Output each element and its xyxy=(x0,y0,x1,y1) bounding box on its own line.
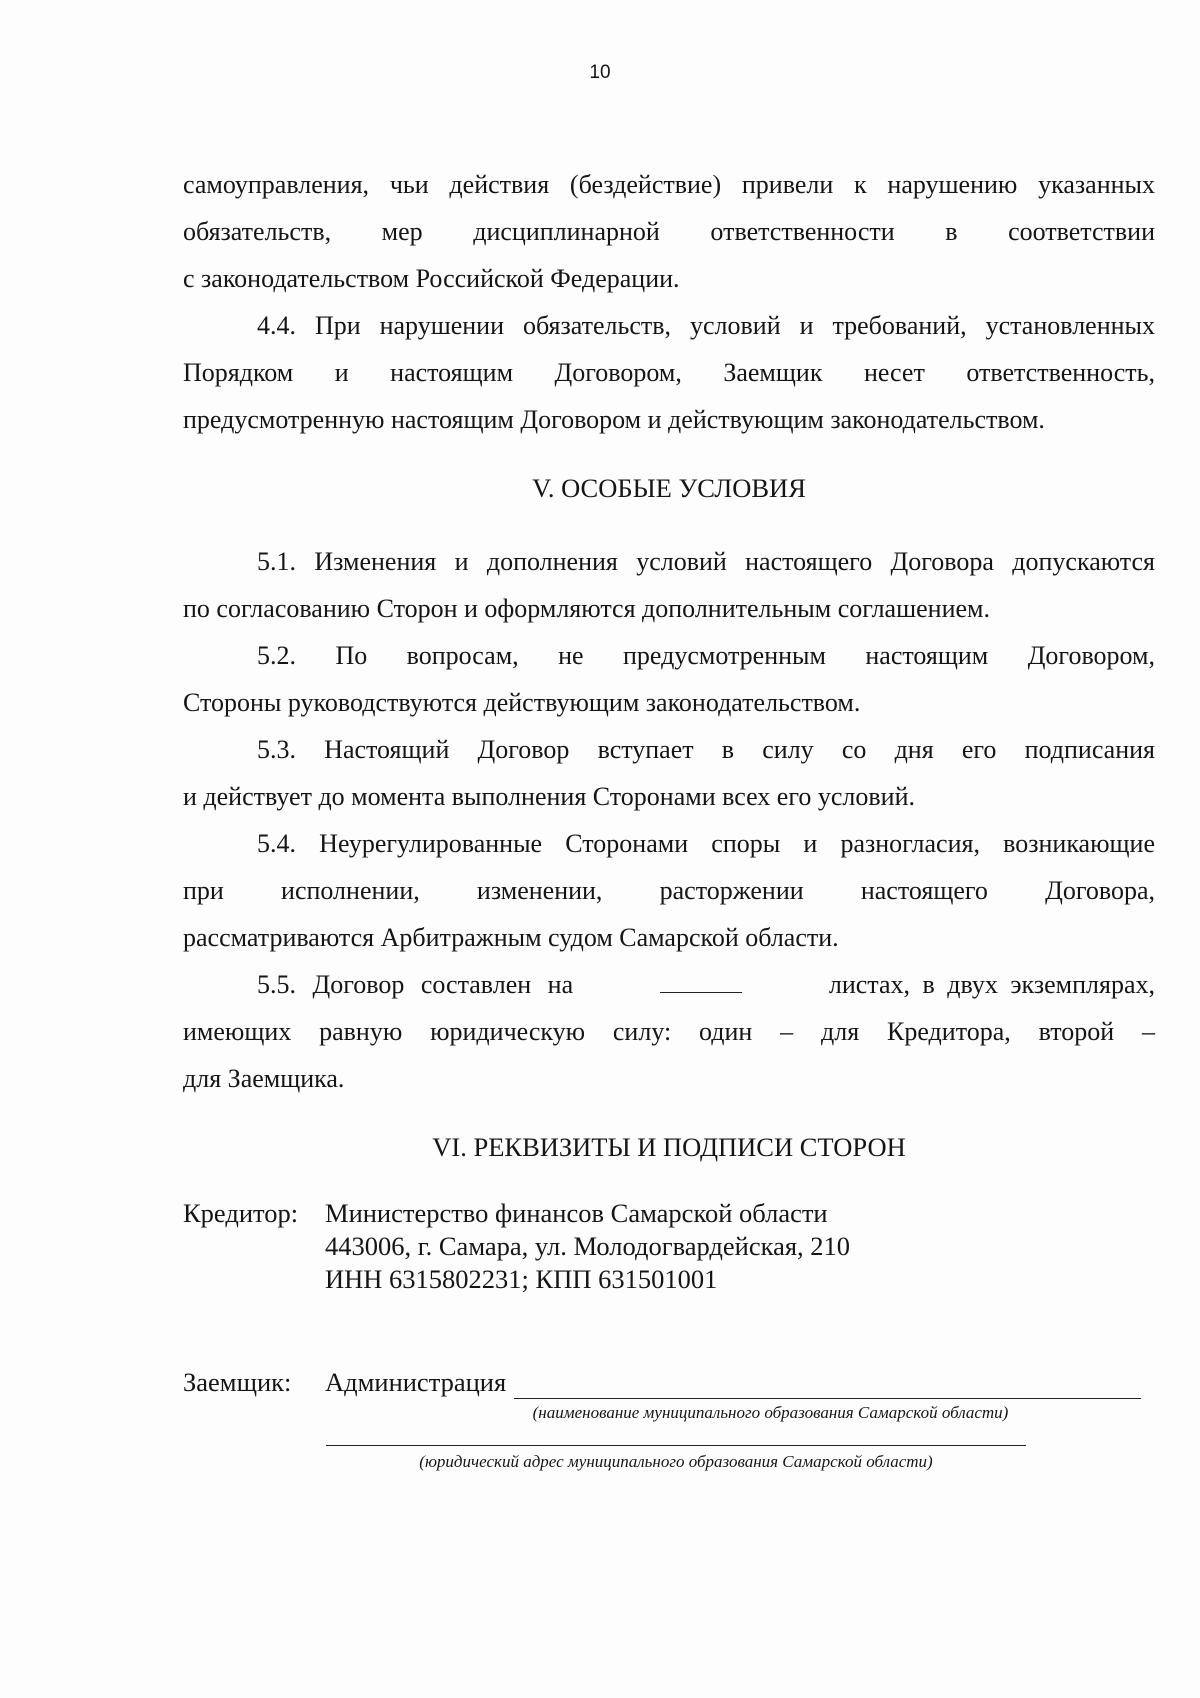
creditor-details xyxy=(325,1197,850,1296)
borrower-address-line xyxy=(326,1423,1026,1446)
paragraph-5-1 xyxy=(183,538,1155,632)
section-5-heading: V. ОСОБЫЕ УСЛОВИЯ xyxy=(532,473,806,503)
creditor-label: Кредитор: xyxy=(183,1198,299,1228)
text-fragment: 5.5. Договор составлен на xyxy=(257,970,574,999)
document-body xyxy=(183,161,1155,1472)
section-6-heading: VI. РЕКВИЗИТЫ И ПОДПИСИ СТОРОН xyxy=(432,1132,906,1162)
text-line: 5.3. Настоящий Договор вступает в силу со дня его подписания xyxy=(257,735,1155,764)
borrower-label: Заемщик: xyxy=(183,1367,292,1397)
text-line: при исполнении, изменении, расторжении настоящего Договора, xyxy=(183,876,1155,905)
creditor-inn-kpp: ИНН 6315802231; КПП 631501001 xyxy=(325,1264,718,1294)
text-line: имеющих равную юридическую силу: один – для Кредитора, второй – xyxy=(183,1017,1155,1046)
borrower-name-prefix: Администрация xyxy=(325,1367,507,1397)
paragraph-5-3 xyxy=(183,726,1155,820)
creditor-block xyxy=(183,1197,1155,1296)
paragraph-4-4 xyxy=(183,302,1155,443)
creditor-name: Министерство финансов Самарской области xyxy=(325,1198,828,1228)
creditor-address: 443006, г. Самара, ул. Молодогвардейская, 210 xyxy=(325,1231,851,1261)
text-line: Порядком и настоящим Договором, Заемщик несет ответственность, xyxy=(183,358,1155,387)
text-line: самоуправления, чьи действия (бездействие) привели к нарушению указанных xyxy=(183,170,1155,199)
text-line: 5.2. По вопросам, не предусмотренным настоящим Договором, xyxy=(257,641,1155,670)
text-line: Стороны руководствуются действующим законодательством. xyxy=(183,688,861,717)
borrower-details xyxy=(325,1366,1155,1399)
paragraph-5-2 xyxy=(183,632,1155,726)
text-line xyxy=(183,961,1155,1008)
borrower-name-line xyxy=(514,1376,1141,1399)
text-line: 5.4. Неурегулированные Сторонами споры и разногласия, возникающие xyxy=(257,829,1155,858)
text-line: и действует до момента выполнения Сторонами всех его условий. xyxy=(183,782,915,811)
text-line: для Заемщика. xyxy=(183,1064,345,1093)
paragraph-5-5 xyxy=(183,961,1155,1102)
text-line: 4.4. При нарушении обязательств, условий и требований, установленных xyxy=(257,311,1155,340)
text-line: по согласованию Сторон и оформляются дополнительным соглашением. xyxy=(183,594,990,623)
paragraph-5-4 xyxy=(183,820,1155,961)
borrower-address-caption: (юридический адрес муниципального образования Самарской области) xyxy=(419,1452,933,1471)
text-line: обязательств, мер дисциплинарной ответственности в соответствии xyxy=(183,217,1155,246)
text-line: рассматриваются Арбитражным судом Самарской области. xyxy=(183,923,839,952)
text-line: предусмотренную настоящим Договором и действующим законодательством. xyxy=(183,405,1045,434)
text-line: с законодательством Российской Федерации. xyxy=(183,264,680,293)
borrower-name-caption: (наименование муниципального образования Самарской области) xyxy=(532,1403,1009,1422)
blank-sheet-count xyxy=(660,991,742,993)
page-number: 10 xyxy=(589,62,611,83)
paragraph-4-3-continuation xyxy=(183,161,1155,302)
text-fragment: листах, в двух экземплярах, xyxy=(828,970,1155,999)
text-line: 5.1. Изменения и дополнения условий настоящего Договора допускаются xyxy=(257,547,1155,576)
borrower-block xyxy=(183,1366,1155,1399)
